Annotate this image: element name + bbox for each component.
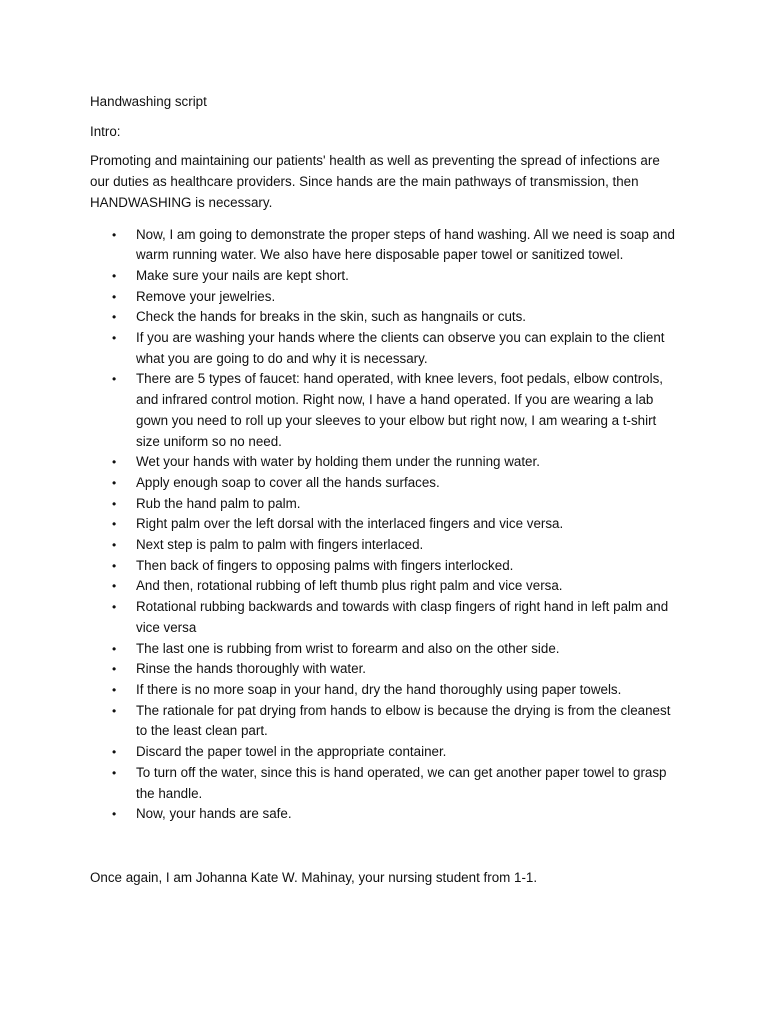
bullet-icon: •: [112, 496, 117, 511]
step-list-item: [90, 328, 680, 369]
bullet-icon: •: [112, 807, 117, 822]
step-list-item: [90, 473, 680, 494]
bullet-icon: •: [112, 662, 117, 677]
bullet-icon: •: [112, 682, 117, 697]
step-text: Check the hands for breaks in the skin, such as hangnails or cuts.: [136, 309, 527, 325]
bullet-icon: •: [112, 268, 117, 283]
step-list-item: [90, 494, 680, 515]
intro-paragraph: Promoting and maintaining our patients' health as well as preventing the spread of infections are our duties as healthcare providers. Since hands are the main pathways of transmission, then HANDWASHING is necessary.: [90, 153, 660, 210]
step-text: Now, your hands are safe.: [136, 806, 292, 822]
bullet-icon: •: [112, 475, 117, 490]
bullet-icon: •: [112, 372, 117, 387]
step-list-item: [90, 556, 680, 577]
step-text: If there is no more soap in your hand, dry the hand thoroughly using paper towels.: [136, 681, 622, 697]
step-list-item: [90, 535, 680, 556]
step-list-item: [90, 307, 680, 328]
document-title: Handwashing script: [90, 94, 207, 109]
step-text: And then, rotational rubbing of left thumb plus right palm and vice versa.: [136, 578, 563, 594]
bullet-icon: •: [112, 289, 117, 304]
step-list-item: [90, 287, 680, 308]
step-list-item: [90, 576, 680, 597]
step-text: Discard the paper towel in the appropriate container.: [136, 744, 447, 760]
bullet-icon: •: [112, 455, 117, 470]
bullet-icon: •: [112, 641, 117, 656]
step-list-item: [90, 763, 680, 804]
step-text: Next step is palm to palm with fingers interlaced.: [136, 537, 424, 553]
steps-list: [90, 225, 680, 825]
step-text: Rub the hand palm to palm.: [136, 495, 301, 511]
step-text: Wet your hands with water by holding them under the running water.: [136, 454, 540, 470]
step-text: The rationale for pat drying from hands to elbow is because the drying is from the cleanest to the least clean part.: [136, 702, 671, 739]
bullet-icon: •: [112, 765, 117, 780]
step-list-item: [90, 266, 680, 287]
bullet-icon: •: [112, 745, 117, 760]
step-text: Apply enough soap to cover all the hands surfaces.: [136, 474, 440, 490]
document-page: [90, 92, 680, 902]
step-text: If you are washing your hands where the clients can observe you can explain to the client what you are going to do and why it is necessary.: [136, 330, 665, 366]
step-text: Now, I am going to demonstrate the proper steps of hand washing. All we need is soap and warm running water. We also have here disposable paper towel or sanitized towel.: [136, 226, 675, 263]
bullet-icon: •: [112, 703, 117, 718]
step-list-item: [90, 639, 680, 660]
step-list-item: [90, 514, 680, 535]
step-list-item: [90, 597, 680, 638]
step-list-item: [90, 225, 680, 266]
step-list-item: [90, 369, 680, 452]
step-text: The last one is rubbing from wrist to forearm and also on the other side.: [136, 640, 560, 656]
bullet-icon: •: [112, 600, 117, 615]
step-text: To turn off the water, since this is hand operated, we can get another paper towel to grasp the handle.: [136, 764, 667, 801]
step-text: There are 5 types of faucet: hand operated, with knee levers, foot pedals, elbow controls, and infrared control motion. Right now, I have a hand operated. If you are wearing a lab gown you need to roll up your sleeves to your elbow but right now, I am wearing a t-shirt size uniform so no need.: [136, 371, 664, 449]
closing-line: Once again, I am Johanna Kate W. Mahinay, your nursing student from 1-1.: [90, 869, 538, 885]
step-text: Then back of fingers to opposing palms with fingers interlocked.: [136, 557, 514, 573]
bullet-icon: •: [112, 227, 117, 242]
bullet-icon: •: [112, 579, 117, 594]
step-list-item: [90, 804, 680, 825]
step-text: Right palm over the left dorsal with the interlaced fingers and vice versa.: [136, 516, 564, 532]
step-text: Rotational rubbing backwards and towards with clasp fingers of right hand in left palm and vice versa: [136, 599, 669, 635]
bullet-icon: •: [112, 310, 117, 325]
bullet-icon: •: [112, 517, 117, 532]
step-list-item: [90, 659, 680, 680]
step-text: Rinse the hands thoroughly with water.: [136, 661, 367, 677]
intro-label: Intro:: [90, 123, 121, 139]
step-list-item: [90, 701, 680, 742]
bullet-icon: •: [112, 558, 117, 573]
bullet-icon: •: [112, 331, 117, 346]
bullet-icon: •: [112, 538, 117, 553]
step-list-item: [90, 680, 680, 701]
step-list-item: [90, 452, 680, 473]
step-text: Make sure your nails are kept short.: [136, 267, 349, 283]
step-list-item: [90, 742, 680, 763]
step-text: Remove your jewelries.: [136, 288, 276, 304]
